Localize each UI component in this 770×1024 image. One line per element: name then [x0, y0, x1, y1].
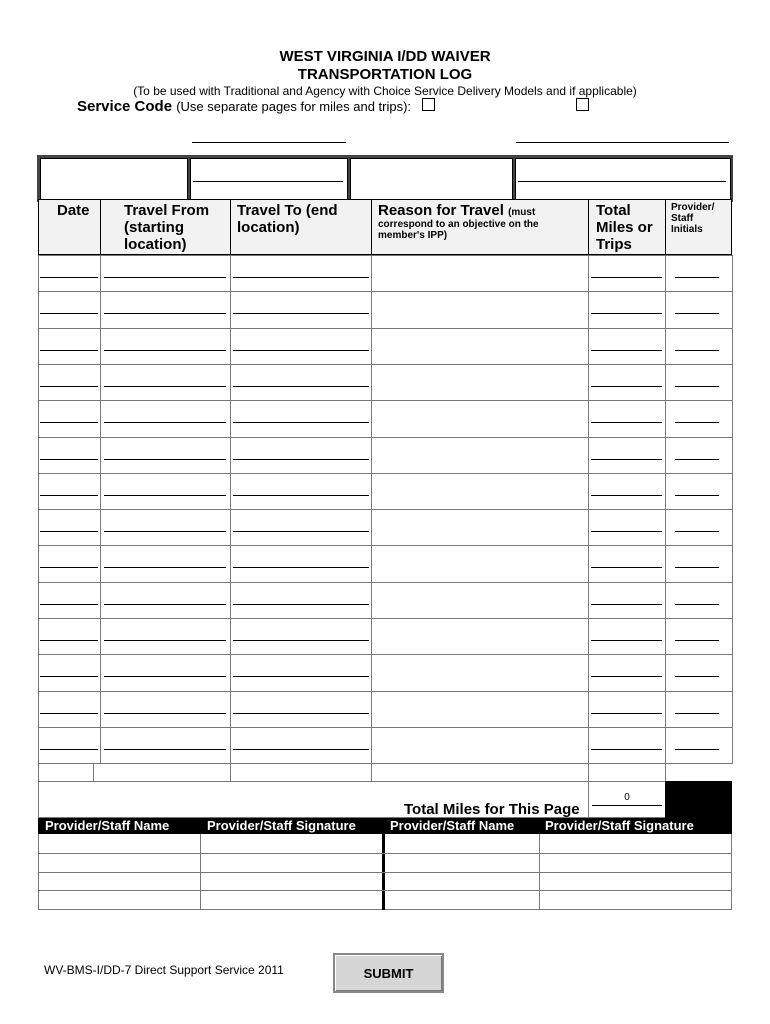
entry-underline [675, 604, 719, 605]
form-title: WEST VIRGINIA I/DD WAIVER [279, 48, 491, 65]
entry-underline [233, 459, 369, 460]
reason-cell[interactable] [371, 545, 590, 583]
entry-underline [104, 749, 226, 750]
entry-underline [104, 531, 226, 532]
entry-underline [675, 713, 719, 714]
extra-row-cell [93, 763, 231, 782]
total-cell[interactable] [588, 727, 667, 764]
entry-underline [675, 531, 719, 532]
col-reason: Reason for Travel (must correspond to an objective on the member's IPP) [378, 202, 539, 241]
form-id: WV-BMS-I/DD-7 Direct Support Service 2011 [44, 963, 284, 977]
total-cell[interactable] [588, 473, 667, 510]
extra-row-cell [588, 763, 666, 782]
entry-underline [40, 676, 98, 677]
reason-cell[interactable] [371, 400, 590, 438]
total-cell[interactable] [588, 654, 667, 692]
reason-cell[interactable] [371, 509, 590, 546]
top-field-4[interactable] [515, 158, 731, 201]
travel-to-cell[interactable] [230, 364, 373, 401]
travel-to-cell[interactable] [230, 328, 373, 365]
entry-underline [104, 640, 226, 641]
top-field-3[interactable] [350, 158, 513, 201]
entry-underline [591, 531, 662, 532]
travel-to-cell[interactable] [230, 582, 373, 619]
entry-underline [104, 676, 226, 677]
service-code-label: Service Code (Use separate pages for miles and trips): [77, 98, 412, 115]
col-initials: Provider/ Staff Initials [671, 202, 715, 235]
total-cell[interactable] [588, 291, 667, 329]
service-code-trips-checkbox[interactable] [576, 98, 589, 111]
signature-row[interactable] [38, 890, 732, 891]
total-miles-line [592, 805, 662, 806]
initials-cell[interactable] [665, 364, 733, 401]
total-cell[interactable] [588, 328, 667, 365]
extra-row-cell [371, 763, 589, 782]
entry-underline [40, 749, 98, 750]
entry-underline [675, 749, 719, 750]
top-field-1[interactable] [40, 158, 188, 201]
initials-cell[interactable] [665, 328, 733, 365]
entry-underline [104, 604, 226, 605]
travel-from-cell[interactable] [100, 582, 232, 619]
travel-from-cell[interactable] [100, 291, 232, 329]
date-cell[interactable] [38, 473, 102, 510]
travel-to-cell[interactable] [230, 618, 373, 655]
date-cell[interactable] [38, 618, 102, 655]
entry-underline [40, 459, 98, 460]
total-cell[interactable] [588, 400, 667, 438]
total-cell[interactable] [588, 691, 667, 728]
entry-underline [233, 713, 369, 714]
entry-underline [104, 313, 226, 314]
entry-underline [233, 313, 369, 314]
entry-underline [40, 313, 98, 314]
travel-to-cell[interactable] [230, 509, 373, 546]
form-title-2: TRANSPORTATION LOG [297, 66, 473, 83]
col-date: Date [57, 202, 90, 219]
travel-from-cell[interactable] [100, 691, 232, 728]
total-cell[interactable] [588, 509, 667, 546]
travel-to-cell[interactable] [230, 255, 373, 292]
date-cell[interactable] [38, 654, 102, 692]
travel-from-cell[interactable] [100, 618, 232, 655]
entry-underline [233, 350, 369, 351]
total-cell[interactable] [588, 582, 667, 619]
entry-underline [40, 495, 98, 496]
entry-underline [591, 749, 662, 750]
reason-cell[interactable] [371, 691, 590, 728]
entry-underline [233, 531, 369, 532]
travel-from-cell[interactable] [100, 400, 232, 438]
date-cell[interactable] [38, 509, 102, 546]
entry-underline [40, 713, 98, 714]
initials-cell[interactable] [665, 545, 733, 583]
signature-row[interactable] [38, 853, 732, 854]
initials-cell[interactable] [665, 291, 733, 329]
date-cell[interactable] [38, 437, 102, 474]
col-travel-from: Travel From (starting location) [124, 202, 210, 253]
entry-underline [233, 495, 369, 496]
service-code-line-2[interactable] [516, 142, 729, 143]
reason-cell[interactable] [371, 473, 590, 510]
entry-underline [233, 640, 369, 641]
top-field-2[interactable] [190, 158, 348, 201]
entry-underline [233, 277, 369, 278]
total-cell[interactable] [588, 364, 667, 401]
col-travel-to: Travel To (end location) [237, 202, 338, 236]
sig-hdr-name-2: Provider/Staff Name [390, 818, 515, 833]
entry-underline [675, 422, 719, 423]
entry-underline [40, 350, 98, 351]
entry-underline [104, 422, 226, 423]
entry-underline [40, 386, 98, 387]
date-cell[interactable] [38, 545, 102, 583]
entry-underline [40, 604, 98, 605]
entry-underline [591, 422, 662, 423]
entry-underline [675, 495, 719, 496]
date-cell[interactable] [38, 255, 102, 292]
travel-from-cell[interactable] [100, 545, 232, 583]
top-field-4-line [518, 181, 726, 182]
initials-cell[interactable] [665, 400, 733, 438]
reason-cell[interactable] [371, 727, 590, 764]
entry-underline [591, 495, 662, 496]
travel-from-cell[interactable] [100, 727, 232, 764]
entry-underline [675, 640, 719, 641]
travel-from-cell[interactable] [100, 654, 232, 692]
entry-underline [104, 350, 226, 351]
initials-cell[interactable] [665, 691, 733, 728]
entry-underline [233, 749, 369, 750]
entry-underline [104, 567, 226, 568]
signature-header [38, 818, 732, 834]
initials-cell[interactable] [665, 618, 733, 655]
entry-underline [591, 386, 662, 387]
entry-underline [233, 567, 369, 568]
date-cell[interactable] [38, 582, 102, 619]
reason-cell[interactable] [371, 291, 590, 329]
entry-underline [675, 313, 719, 314]
entry-underline [104, 386, 226, 387]
travel-to-cell[interactable] [230, 654, 373, 692]
travel-to-cell[interactable] [230, 291, 373, 329]
entry-underline [675, 277, 719, 278]
entry-underline [591, 604, 662, 605]
initials-cell[interactable] [665, 727, 733, 764]
total-cell[interactable] [588, 437, 667, 474]
entry-underline [40, 640, 98, 641]
travel-from-cell[interactable] [100, 509, 232, 546]
travel-from-cell[interactable] [100, 328, 232, 365]
reason-cell[interactable] [371, 618, 590, 655]
entry-underline [675, 676, 719, 677]
initials-cell[interactable] [665, 509, 733, 546]
entry-underline [591, 313, 662, 314]
entry-underline [675, 386, 719, 387]
reason-cell[interactable] [371, 255, 590, 292]
date-cell[interactable] [38, 727, 102, 764]
entry-underline [233, 386, 369, 387]
reason-cell[interactable] [371, 328, 590, 365]
travel-from-cell[interactable] [100, 437, 232, 474]
service-code-line-1[interactable] [192, 142, 346, 143]
date-cell[interactable] [38, 291, 102, 329]
form-subtitle: (To be used with Traditional and Agency with Choice Service Delivery Models and if applicable) [133, 84, 637, 98]
entry-underline [591, 713, 662, 714]
entry-underline [104, 277, 226, 278]
submit-button[interactable]: SUBMIT [333, 953, 444, 993]
total-cell[interactable] [588, 545, 667, 583]
sig-hdr-sig-1: Provider/Staff Signature [207, 818, 356, 833]
entry-underline [591, 640, 662, 641]
entry-underline [40, 422, 98, 423]
travel-from-cell[interactable] [100, 255, 232, 292]
extra-row-cell [38, 763, 94, 782]
travel-to-cell[interactable] [230, 727, 373, 764]
extra-row-cell [230, 763, 372, 782]
signature-row[interactable] [38, 872, 732, 873]
entry-underline [40, 531, 98, 532]
travel-to-cell[interactable] [230, 400, 373, 438]
total-initials-blackout [665, 781, 732, 818]
travel-to-cell[interactable] [230, 545, 373, 583]
entry-underline [591, 567, 662, 568]
date-cell[interactable] [38, 691, 102, 728]
entry-underline [104, 459, 226, 460]
total-miles-label: Total Miles for This Page [404, 801, 580, 818]
col-total: Total Miles or Trips [596, 202, 653, 253]
entry-underline [591, 459, 662, 460]
date-cell[interactable] [38, 364, 102, 401]
total-miles-value[interactable]: 0 [624, 792, 630, 803]
entry-underline [40, 277, 98, 278]
date-cell[interactable] [38, 400, 102, 438]
entry-underline [675, 350, 719, 351]
reason-cell[interactable] [371, 582, 590, 619]
entry-underline [233, 676, 369, 677]
entry-underline [591, 277, 662, 278]
entry-underline [104, 495, 226, 496]
date-cell[interactable] [38, 328, 102, 365]
service-code-miles-checkbox[interactable] [422, 98, 435, 111]
sig-hdr-name-1: Provider/Staff Name [45, 818, 170, 833]
entry-underline [591, 350, 662, 351]
entry-underline [233, 604, 369, 605]
total-cell[interactable] [588, 618, 667, 655]
initials-cell[interactable] [665, 473, 733, 510]
reason-cell[interactable] [371, 654, 590, 692]
initials-cell[interactable] [665, 654, 733, 692]
entry-underline [675, 567, 719, 568]
top-field-2-line [193, 181, 343, 182]
reason-cell[interactable] [371, 364, 590, 401]
entry-underline [675, 459, 719, 460]
travel-to-cell[interactable] [230, 473, 373, 510]
initials-cell[interactable] [665, 255, 733, 292]
entry-underline [40, 567, 98, 568]
initials-cell[interactable] [665, 437, 733, 474]
entry-underline [104, 713, 226, 714]
sig-hdr-sig-2: Provider/Staff Signature [545, 818, 694, 833]
entry-underline [591, 676, 662, 677]
travel-to-cell[interactable] [230, 437, 373, 474]
reason-cell[interactable] [371, 437, 590, 474]
travel-to-cell[interactable] [230, 691, 373, 728]
initials-cell[interactable] [665, 582, 733, 619]
travel-from-cell[interactable] [100, 364, 232, 401]
travel-from-cell[interactable] [100, 473, 232, 510]
entry-underline [233, 422, 369, 423]
total-cell[interactable] [588, 255, 667, 292]
